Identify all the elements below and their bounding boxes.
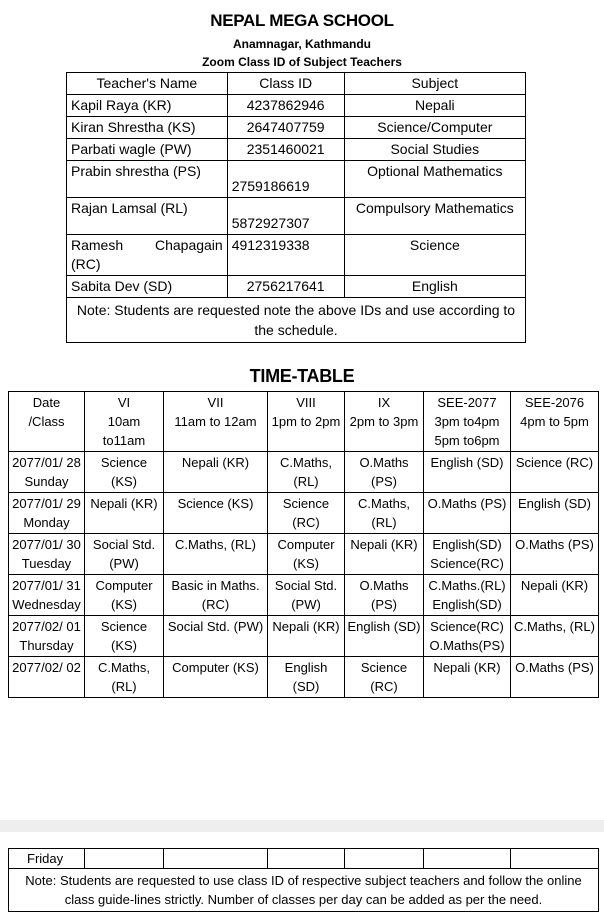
column-header: Class ID	[227, 73, 344, 95]
school-address: Anamnagar, Kathmandu	[232, 37, 372, 51]
period-cell: Nepali (KR)	[345, 534, 424, 575]
period-cell: O.Maths (PS)	[345, 575, 424, 616]
period-cell: C.Maths, (RL)	[268, 452, 345, 493]
timetable-row	[9, 452, 599, 493]
class-label: VIII	[296, 395, 316, 410]
class-label: SEE-2077	[437, 395, 497, 410]
period-cell: English (SD)	[345, 616, 424, 657]
teacher-name: Ramesh Chapagain (RC)	[67, 235, 228, 276]
period-cell: Science(RC) O.Maths(PS)	[424, 616, 511, 657]
period-cell: Nepali (KR)	[85, 493, 164, 534]
timetable-row	[9, 657, 599, 698]
period-cell: Nepali (KR)	[268, 616, 345, 657]
subject: Compulsory Mathematics	[344, 198, 525, 235]
time-label: 1pm to 2pm	[271, 414, 341, 429]
period-cell	[268, 849, 345, 869]
time-label: 11am to 12am	[174, 414, 257, 429]
period-cell: English (SD)	[511, 493, 599, 534]
header-cell	[511, 392, 599, 452]
timetable-header-row	[9, 392, 599, 452]
teacher-name: Kiran Shrestha (KS)	[67, 117, 228, 139]
document-page-2	[0, 832, 604, 913]
teacher-name: Prabin shrestha (PS)	[67, 161, 228, 198]
period-cell: Science (RC)	[345, 657, 424, 698]
period-cell: C.Maths, (RL)	[511, 616, 599, 657]
zoom-ids-title: Zoom Class ID of Subject Teachers	[202, 55, 402, 69]
period-cell: Science (KS)	[164, 493, 268, 534]
class-id: 2759186619	[227, 161, 344, 198]
period-cell	[345, 849, 424, 869]
period-cell: C.Maths, (RL)	[85, 657, 164, 698]
subject: Science	[344, 235, 525, 276]
time-label: 2pm to 3pm	[349, 414, 419, 429]
date-cell: 2077/01/ 28 Sunday	[9, 452, 85, 493]
class-id: 4237862946	[227, 95, 344, 117]
table-row	[67, 117, 526, 139]
date-cell: 2077/01/ 30 Tuesday	[9, 534, 85, 575]
timetable-note: Note: Students are requested to use class ID of respective subject teachers and follow the online class guide-lines strictly. Number of classes per day can be added as per the need.	[9, 869, 599, 912]
timetable-row	[9, 849, 599, 869]
column-header: Subject	[344, 73, 525, 95]
class-id: 4912319338	[227, 235, 344, 276]
subject: Nepali	[344, 95, 525, 117]
page-separator	[0, 820, 604, 832]
date-cell: 2077/02/ 01 Thursday	[9, 616, 85, 657]
teacher-name: Kapil Raya (KR)	[67, 95, 228, 117]
table-row	[67, 95, 526, 117]
period-cell: Social Std. (PW)	[164, 616, 268, 657]
class-label: VI	[117, 395, 131, 410]
period-cell: O.Maths (PS)	[424, 493, 511, 534]
teacher-name: Rajan Lamsal (RL)	[67, 198, 228, 235]
period-cell: Nepali (KR)	[511, 575, 599, 616]
subject: Optional Mathematics	[344, 161, 525, 198]
school-name: NEPAL MEGA SCHOOL	[210, 11, 394, 30]
friday-table	[8, 848, 599, 912]
time-label: /Class	[28, 414, 65, 429]
table-row	[67, 276, 526, 298]
period-cell	[164, 849, 268, 869]
period-cell: Science (RC)	[511, 452, 599, 493]
period-cell: C.Maths.(RL) English(SD)	[424, 575, 511, 616]
column-header: Teacher's Name	[67, 73, 228, 95]
class-id: 2756217641	[227, 276, 344, 298]
period-cell: Social Std. (PW)	[268, 575, 345, 616]
class-label: VII	[207, 395, 224, 410]
teacher-ids-table	[66, 72, 526, 343]
timetable-row	[9, 534, 599, 575]
class-label: Date	[32, 395, 61, 410]
period-cell: Social Std. (PW)	[85, 534, 164, 575]
table-row	[67, 161, 526, 198]
period-cell: Computer (KS)	[268, 534, 345, 575]
period-cell: Computer (KS)	[164, 657, 268, 698]
time-label: 3pm to4pm 5pm to6pm	[434, 414, 500, 448]
period-cell	[424, 849, 511, 869]
period-cell: Science (RC)	[268, 493, 345, 534]
subject: Social Studies	[344, 139, 525, 161]
period-cell: Computer (KS)	[85, 575, 164, 616]
table-note-row	[67, 298, 526, 343]
table-row	[67, 139, 526, 161]
timetable-row	[9, 616, 599, 657]
period-cell: English(SD) Science(RC)	[424, 534, 511, 575]
period-cell: O.Maths (PS)	[345, 452, 424, 493]
date-cell: 2077/01/ 29 Monday	[9, 493, 85, 534]
timetable-row	[9, 493, 599, 534]
teacher-name: Sabita Dev (SD)	[67, 276, 228, 298]
header-cell	[9, 392, 85, 452]
teacher-name: Parbati wagle (PW)	[67, 139, 228, 161]
header-cell	[424, 392, 511, 452]
header-cell	[164, 392, 268, 452]
subject: Science/Computer	[344, 117, 525, 139]
class-label: SEE-2076	[524, 395, 585, 410]
period-cell: English (SD)	[268, 657, 345, 698]
ids-note: Note: Students are requested note the above IDs and use according to the schedule.	[67, 298, 526, 343]
period-cell: English (SD)	[424, 452, 511, 493]
header-cell	[345, 392, 424, 452]
class-label: IX	[377, 395, 391, 410]
period-cell	[511, 849, 599, 869]
period-cell: Science (KS)	[85, 616, 164, 657]
timetable-title: TIME-TABLE	[249, 366, 355, 386]
table-row	[67, 198, 526, 235]
subject: English	[344, 276, 525, 298]
table-note-row	[9, 869, 599, 912]
timetable-row	[9, 575, 599, 616]
date-cell: 2077/01/ 31 Wednesday	[9, 575, 85, 616]
period-cell: Nepali (KR)	[164, 452, 268, 493]
time-label: 4pm to 5pm	[520, 414, 589, 429]
header-cell	[268, 392, 345, 452]
class-id: 5872927307	[227, 198, 344, 235]
class-id: 2647407759	[227, 117, 344, 139]
period-cell: O.Maths (PS)	[511, 534, 599, 575]
period-cell	[85, 849, 164, 869]
timetable-table	[8, 391, 599, 698]
period-cell: Basic in Maths. (RC)	[164, 575, 268, 616]
period-cell: Science (KS)	[85, 452, 164, 493]
class-id: 2351460021	[227, 139, 344, 161]
date-cell: 2077/02/ 02	[9, 657, 85, 698]
period-cell: Nepali (KR)	[424, 657, 511, 698]
header-cell	[85, 392, 164, 452]
time-label: 10am to11am	[102, 414, 146, 448]
table-header-row	[67, 73, 526, 95]
date-cell: Friday	[9, 849, 85, 869]
period-cell: O.Maths (PS)	[511, 657, 599, 698]
period-cell: C.Maths, (RL)	[164, 534, 268, 575]
table-row	[67, 235, 526, 276]
period-cell: C.Maths, (RL)	[345, 493, 424, 534]
